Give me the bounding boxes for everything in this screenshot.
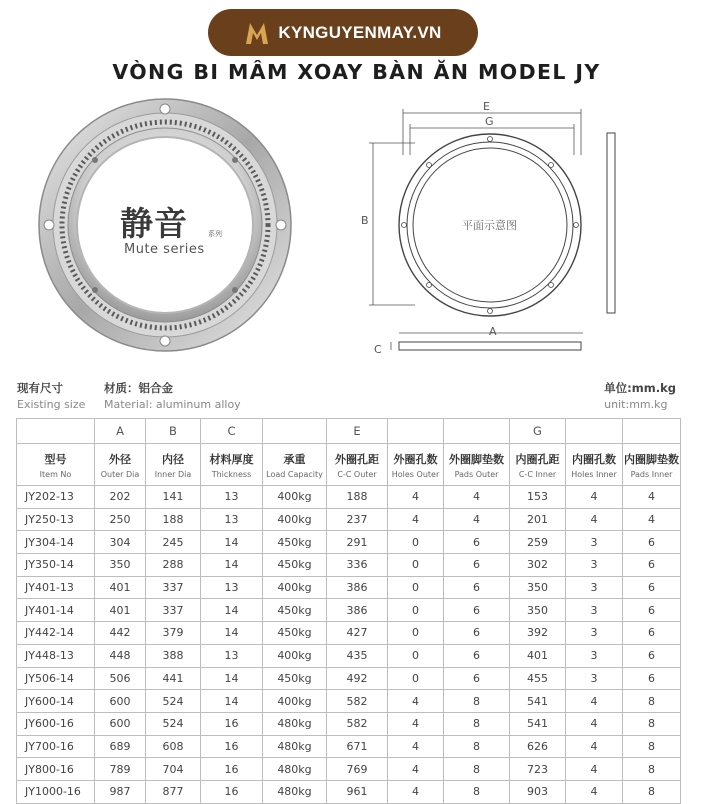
table-cell: 400kg	[263, 486, 327, 509]
table-cell: 400kg	[263, 690, 327, 713]
table-cell: 13	[201, 508, 263, 531]
column-header-en: C-C Outer	[337, 469, 377, 479]
column-header	[388, 444, 444, 486]
table-cell: 8	[623, 712, 681, 735]
table-cell: 8	[444, 758, 510, 781]
diagram-label-c: C	[374, 343, 382, 356]
table-cell: 337	[146, 576, 201, 599]
table-cell: 4	[566, 486, 623, 509]
table-cell: 8	[623, 735, 681, 758]
column-header-en: Holes Inner	[571, 469, 617, 479]
diagram-label-a: A	[489, 325, 497, 338]
item-no-cell: JY401-14	[17, 599, 95, 622]
table-cell: 259	[510, 531, 566, 554]
table-cell: 582	[327, 690, 388, 713]
table-cell: 492	[327, 667, 388, 690]
table-cell: 6	[623, 667, 681, 690]
table-cell: 4	[566, 780, 623, 803]
table-cell: 8	[444, 712, 510, 735]
letter-cell	[17, 419, 95, 444]
table-cell: 4	[388, 712, 444, 735]
table-cell: 13	[201, 644, 263, 667]
table-cell: 427	[327, 622, 388, 645]
table-cell: 769	[327, 758, 388, 781]
column-header-cn: 内圈脚垫数	[624, 452, 679, 466]
item-no-cell: JY442-14	[17, 622, 95, 645]
table-cell: 3	[566, 667, 623, 690]
letter-cell	[566, 419, 623, 444]
table-row	[17, 531, 681, 554]
table-cell: 0	[388, 531, 444, 554]
table-cell: 250	[95, 508, 146, 531]
table-cell: 4	[623, 486, 681, 509]
letter-cell	[263, 419, 327, 444]
table-cell: 877	[146, 780, 201, 803]
table-cell: 582	[327, 712, 388, 735]
table-cell: 8	[623, 690, 681, 713]
table-cell: 141	[146, 486, 201, 509]
column-header	[510, 444, 566, 486]
table-cell: 6	[444, 576, 510, 599]
table-cell: 13	[201, 486, 263, 509]
table-cell: 4	[388, 758, 444, 781]
table-cell: 723	[510, 758, 566, 781]
table-cell: 4	[444, 486, 510, 509]
table-cell: 435	[327, 644, 388, 667]
table-cell: 450kg	[263, 554, 327, 577]
table-cell: 450kg	[263, 667, 327, 690]
table-cell: 0	[388, 576, 444, 599]
table-row	[17, 644, 681, 667]
table-cell: 8	[623, 758, 681, 781]
letter-cell	[623, 419, 681, 444]
table-cell: 350	[95, 554, 146, 577]
letter-cell: B	[146, 419, 201, 444]
table-cell: 386	[327, 576, 388, 599]
column-header-cn: 型号	[44, 452, 67, 466]
table-cell: 903	[510, 780, 566, 803]
table-cell: 4	[388, 780, 444, 803]
table-cell: 6	[444, 554, 510, 577]
letter-cell: A	[95, 419, 146, 444]
existing-size-en: Existing size	[17, 398, 86, 411]
table-cell: 961	[327, 780, 388, 803]
item-no-cell: JY800-16	[17, 758, 95, 781]
column-header	[201, 444, 263, 486]
table-cell: 455	[510, 667, 566, 690]
table-row	[17, 554, 681, 577]
diagram-label-e: E	[483, 100, 490, 113]
table-cell: 4	[566, 508, 623, 531]
column-header-cn: 外圈孔距	[335, 452, 379, 466]
table-cell: 541	[510, 690, 566, 713]
table-cell: 480kg	[263, 780, 327, 803]
material-cn: 材质：铝合金	[104, 381, 173, 395]
table-cell: 3	[566, 599, 623, 622]
letter-cell	[388, 419, 444, 444]
table-cell: 14	[201, 622, 263, 645]
table-cell: 600	[95, 690, 146, 713]
table-cell: 3	[566, 576, 623, 599]
table-cell: 336	[327, 554, 388, 577]
table-cell: 0	[388, 644, 444, 667]
table-cell: 4	[566, 735, 623, 758]
column-header-en: Load Capacity	[266, 469, 323, 479]
table-cell: 524	[146, 712, 201, 735]
table-cell: 987	[95, 780, 146, 803]
table-cell: 202	[95, 486, 146, 509]
column-header-cn: 外圈脚垫数	[449, 452, 504, 466]
table-cell: 450kg	[263, 531, 327, 554]
table-cell: 450kg	[263, 599, 327, 622]
table-cell: 188	[327, 486, 388, 509]
table-cell: 401	[95, 599, 146, 622]
column-header-cn: 承重	[283, 452, 306, 466]
table-row	[17, 735, 681, 758]
diagram-label-b: B	[361, 214, 369, 227]
table-cell: 400kg	[263, 644, 327, 667]
table-cell: 6	[444, 531, 510, 554]
table-cell: 441	[146, 667, 201, 690]
table-cell: 237	[327, 508, 388, 531]
table-row	[17, 758, 681, 781]
unit-cn: 单位:mm.kg	[604, 381, 676, 395]
table-cell: 0	[388, 622, 444, 645]
table-cell: 14	[201, 690, 263, 713]
logo-m-icon	[244, 20, 270, 46]
column-header-en: Holes Outer	[391, 469, 440, 479]
table-cell: 16	[201, 712, 263, 735]
table-cell: 4	[623, 508, 681, 531]
table-cell: 350	[510, 599, 566, 622]
table-cell: 689	[95, 735, 146, 758]
column-header-en: Item No	[39, 469, 72, 479]
table-row	[17, 508, 681, 531]
table-cell: 188	[146, 508, 201, 531]
spec-table	[16, 418, 681, 804]
column-header-en: Pads Inner	[630, 469, 673, 479]
table-cell: 4	[388, 690, 444, 713]
column-header-en: Inner Dia	[154, 469, 192, 479]
table-cell: 6	[444, 599, 510, 622]
column-header-en: Thickness	[211, 469, 252, 479]
product-name-en: Mute series	[124, 242, 205, 257]
table-cell: 6	[623, 554, 681, 577]
table-cell: 4	[566, 758, 623, 781]
table-cell: 8	[623, 780, 681, 803]
table-row	[17, 712, 681, 735]
table-cell: 400kg	[263, 508, 327, 531]
table-cell: 291	[327, 531, 388, 554]
table-cell: 8	[444, 735, 510, 758]
column-header	[327, 444, 388, 486]
table-cell: 3	[566, 622, 623, 645]
table-cell: 6	[623, 599, 681, 622]
diagram-label-g: G	[485, 115, 494, 128]
table-cell: 789	[95, 758, 146, 781]
table-cell: 6	[623, 531, 681, 554]
table-cell: 608	[146, 735, 201, 758]
material-en: Material: aluminum alloy	[104, 398, 241, 411]
column-header-en: Pads Outer	[454, 469, 499, 479]
material-header	[104, 380, 241, 411]
table-cell: 448	[95, 644, 146, 667]
table-cell: 0	[388, 599, 444, 622]
table-row	[17, 667, 681, 690]
table-cell: 14	[201, 667, 263, 690]
table-cell: 4	[388, 508, 444, 531]
table-cell: 524	[146, 690, 201, 713]
table-cell: 8	[444, 690, 510, 713]
table-cell: 6	[444, 644, 510, 667]
table-cell: 400kg	[263, 576, 327, 599]
table-cell: 4	[388, 486, 444, 509]
table-cell: 288	[146, 554, 201, 577]
table-cell: 0	[388, 554, 444, 577]
table-cell: 6	[623, 576, 681, 599]
table-cell: 704	[146, 758, 201, 781]
brand-logo	[208, 9, 478, 56]
table-row	[17, 690, 681, 713]
table-cell: 3	[566, 554, 623, 577]
table-cell: 600	[95, 712, 146, 735]
table-cell: 304	[95, 531, 146, 554]
column-header	[566, 444, 623, 486]
diagram-center-text: 平面示意图	[462, 219, 517, 232]
product-series-cn: 系列	[208, 230, 222, 238]
column-header	[263, 444, 327, 486]
table-cell: 153	[510, 486, 566, 509]
table-cell: 4	[388, 735, 444, 758]
existing-size-cn: 现有尺寸	[17, 381, 63, 395]
letter-cell	[444, 419, 510, 444]
table-cell: 14	[201, 599, 263, 622]
item-no-cell: JY600-16	[17, 712, 95, 735]
letter-cell: G	[510, 419, 566, 444]
table-cell: 6	[444, 667, 510, 690]
table-cell: 392	[510, 622, 566, 645]
column-header	[95, 444, 146, 486]
item-no-cell: JY1000-16	[17, 780, 95, 803]
item-no-cell: JY350-14	[17, 554, 95, 577]
column-header-en: Outer Dia	[100, 469, 140, 479]
table-row	[17, 576, 681, 599]
table-cell: 14	[201, 554, 263, 577]
table-header-row	[17, 444, 681, 486]
column-header	[17, 444, 95, 486]
column-header-en: C-C Inner	[518, 469, 557, 479]
item-no-cell: JY600-14	[17, 690, 95, 713]
table-cell: 626	[510, 735, 566, 758]
table-cell: 14	[201, 531, 263, 554]
table-cell: 541	[510, 712, 566, 735]
page-title: VÒNG BI MÂM XOAY BÀN ĂN MODEL JY	[112, 60, 601, 84]
existing-size-header	[17, 380, 85, 411]
column-header	[623, 444, 681, 486]
product-name-cn: 静音	[120, 204, 188, 243]
column-header-cn: 内圈孔距	[515, 452, 560, 466]
table-cell: 4	[444, 508, 510, 531]
item-no-cell: JY506-14	[17, 667, 95, 690]
table-cell: 4	[566, 690, 623, 713]
table-letter-row	[17, 419, 681, 444]
table-cell: 442	[95, 622, 146, 645]
table-cell: 401	[510, 644, 566, 667]
column-header-cn: 内圈孔数	[572, 452, 616, 466]
column-header	[444, 444, 510, 486]
table-cell: 302	[510, 554, 566, 577]
table-cell: 16	[201, 780, 263, 803]
table-cell: 4	[566, 712, 623, 735]
item-no-cell: JY202-13	[17, 486, 95, 509]
table-cell: 13	[201, 576, 263, 599]
table-cell: 480kg	[263, 758, 327, 781]
table-row	[17, 599, 681, 622]
table-cell: 480kg	[263, 735, 327, 758]
table-cell: 379	[146, 622, 201, 645]
table-cell: 450kg	[263, 622, 327, 645]
column-header-cn: 外径	[109, 452, 131, 466]
table-cell: 0	[388, 667, 444, 690]
table-cell: 386	[327, 599, 388, 622]
column-header-cn: 内径	[162, 452, 184, 466]
table-cell: 480kg	[263, 712, 327, 735]
table-cell: 6	[444, 622, 510, 645]
letter-cell: E	[327, 419, 388, 444]
table-row	[17, 622, 681, 645]
table-cell: 3	[566, 644, 623, 667]
unit-en: unit:mm.kg	[604, 398, 668, 411]
table-cell: 6	[623, 622, 681, 645]
item-no-cell: JY304-14	[17, 531, 95, 554]
table-row	[17, 486, 681, 509]
table-cell: 671	[327, 735, 388, 758]
table-cell: 350	[510, 576, 566, 599]
logo-text: KYNGUYENMAY.VN	[278, 22, 442, 42]
table-cell: 8	[444, 780, 510, 803]
table-cell: 388	[146, 644, 201, 667]
column-header-cn: 材料厚度	[209, 452, 254, 466]
item-no-cell: JY700-16	[17, 735, 95, 758]
table-cell: 337	[146, 599, 201, 622]
table-cell: 245	[146, 531, 201, 554]
table-cell: 6	[623, 644, 681, 667]
letter-cell: C	[201, 419, 263, 444]
column-header-cn: 外圈孔数	[393, 452, 438, 466]
table-cell: 16	[201, 735, 263, 758]
table-cell: 16	[201, 758, 263, 781]
table-cell: 401	[95, 576, 146, 599]
table-cell: 201	[510, 508, 566, 531]
item-no-cell: JY250-13	[17, 508, 95, 531]
column-header	[146, 444, 201, 486]
unit-header	[604, 380, 676, 411]
item-no-cell: JY448-13	[17, 644, 95, 667]
item-no-cell: JY401-13	[17, 576, 95, 599]
table-cell: 3	[566, 531, 623, 554]
table-cell: 506	[95, 667, 146, 690]
